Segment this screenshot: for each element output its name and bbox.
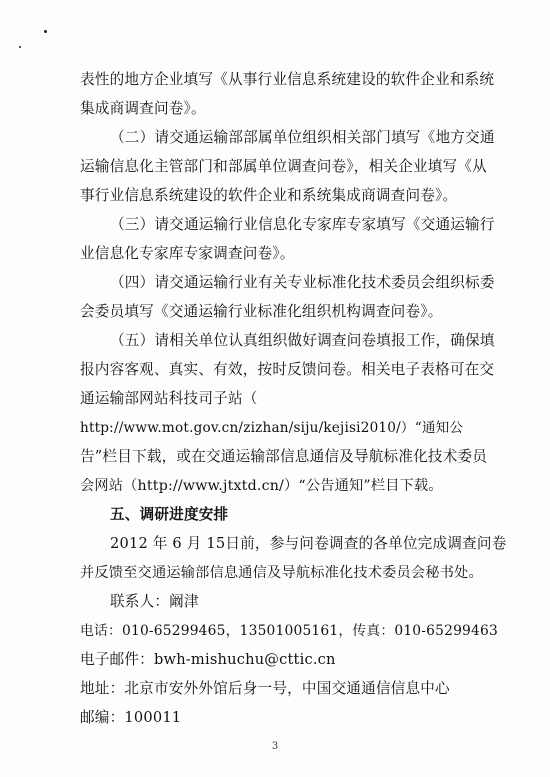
contact-address: 地址：北京市安外外馆后身一号，中国交通通信信息中心 — [80, 680, 450, 697]
body-text-line: （四）请交通运输行业有关专业标准化技术委员会组织标委 — [110, 274, 495, 291]
body-text-line: 业信息化专家库专家调查问卷》。 — [80, 245, 295, 262]
body-text-line: 报内容客观、真实、有效，按时反馈问卷。相关电子表格可在交 — [80, 361, 495, 378]
body-text-line: （三）请交通运输行业信息化专家库专家填写《交通运输行 — [110, 216, 495, 233]
contact-person: 联系人：阚津 — [110, 593, 199, 610]
body-text-line: 会网站（http://www.jtxtd.cn/）“公告通知”栏目下载。 — [80, 478, 443, 494]
body-text-line: 并反馈至交通运输部信息通信及导航标准化技术委员会秘书处。 — [80, 565, 483, 581]
body-text-line: 会委员填写《交通运输行业标准化组织机构调查问卷》。 — [80, 303, 443, 320]
scan-speck — [19, 46, 21, 48]
body-text-line: 表性的地方企业填写《从事行业信息系统建设的软件企业和系统 — [80, 71, 495, 88]
contact-postcode: 邮编：100011 — [80, 709, 182, 726]
body-text-line: 通运输部网站科技司子站（ — [80, 390, 258, 407]
page-number: 3 — [271, 741, 279, 752]
body-text-line: 运输信息化主管部门和部属单位调查问卷》，相关企业填写《从 — [80, 158, 487, 175]
scan-speck — [44, 30, 47, 33]
body-text-line: 集成商调查问卷》。 — [80, 100, 206, 117]
url-line: http://www.mot.gov.cn/zizhan/siju/kejisi2010/）“通知公 — [80, 420, 464, 436]
contact-phone: 电话：010-65299465，13501005161，传真：010-65299463 — [80, 623, 498, 639]
body-text-line: 事行业信息系统建设的软件企业和系统集成商调查问卷》。 — [80, 187, 458, 204]
section-heading: 五、调研进度安排 — [110, 506, 229, 523]
body-text-line: 2012 年 6 月 15日前，参与问卷调查的各单位完成调查问卷 — [110, 535, 507, 552]
contact-email: 电子邮件：bwh-mishuchu@cttic.cn — [80, 651, 336, 668]
body-text-line: （五）请相关单位认真组织做好调查问卷填报工作，确保填 — [110, 332, 495, 349]
body-text-line: 告”栏目下载，或在交通运输部信息通信及导航标准化技术委员 — [80, 448, 488, 465]
body-text-line: （二）请交通运输部部属单位组织相关部门填写《地方交通 — [110, 129, 495, 146]
